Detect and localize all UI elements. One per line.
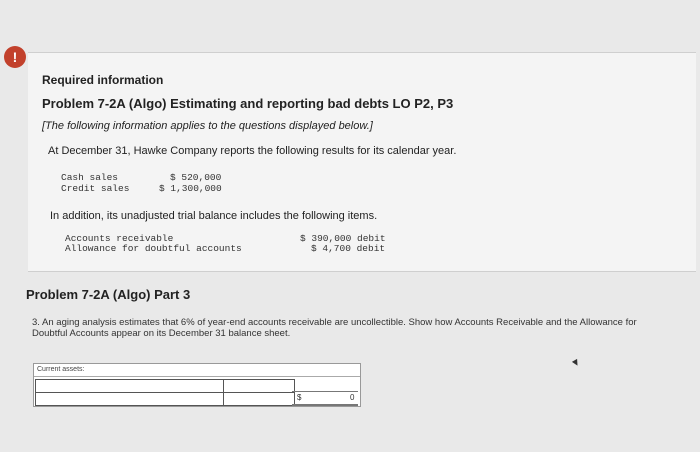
alert-icon: !: [4, 46, 26, 68]
row2-label-input[interactable]: [35, 392, 227, 406]
allowance-value: $ 4,700 debit: [311, 243, 386, 254]
cash-sales-label: Cash sales: [61, 172, 119, 183]
current-assets-header: Current assets:: [34, 364, 360, 377]
balance-sheet-answer-table: [33, 363, 361, 407]
accounts-receivable-label: Accounts receivable: [65, 233, 174, 244]
trial-balance-intro: In addition, its unadjusted trial balance includes the following items.: [50, 210, 378, 222]
intro-text: At December 31, Hawke Company reports the following results for its calendar year.: [48, 145, 457, 157]
question-text: 3. An aging analysis estimates that 6% of year-end accounts receivable are uncollectible. Show how Accounts Receivable and the Allowance for Doubtful Accounts appear on its December 31 balance sheet.: [32, 317, 637, 339]
cash-sales-value: $ 520,000: [170, 172, 222, 183]
accounts-receivable-value: $ 390,000 debit: [300, 233, 386, 244]
mouse-cursor-icon: [572, 359, 580, 367]
total-cell: [292, 391, 358, 406]
row1-amount-input[interactable]: [223, 379, 295, 393]
answer-rows: [34, 377, 360, 406]
total-dollar-sign: $: [297, 393, 302, 402]
row1-label-input[interactable]: [35, 379, 227, 393]
part-title: Problem 7-2A (Algo) Part 3: [26, 287, 191, 302]
row2-amount-input[interactable]: [223, 392, 295, 406]
required-information-heading: Required information: [42, 73, 164, 87]
problem-title: Problem 7-2A (Algo) Estimating and reporting bad debts LO P2, P3: [42, 96, 454, 111]
required-information-panel: [28, 52, 696, 272]
credit-sales-label: Credit sales: [61, 183, 130, 194]
total-value: 0: [350, 393, 355, 402]
credit-sales-value: $ 1,300,000: [159, 183, 222, 194]
instruction-note: [The following information applies to the questions displayed below.]: [42, 120, 373, 132]
allowance-label: Allowance for doubtful accounts: [65, 243, 242, 254]
